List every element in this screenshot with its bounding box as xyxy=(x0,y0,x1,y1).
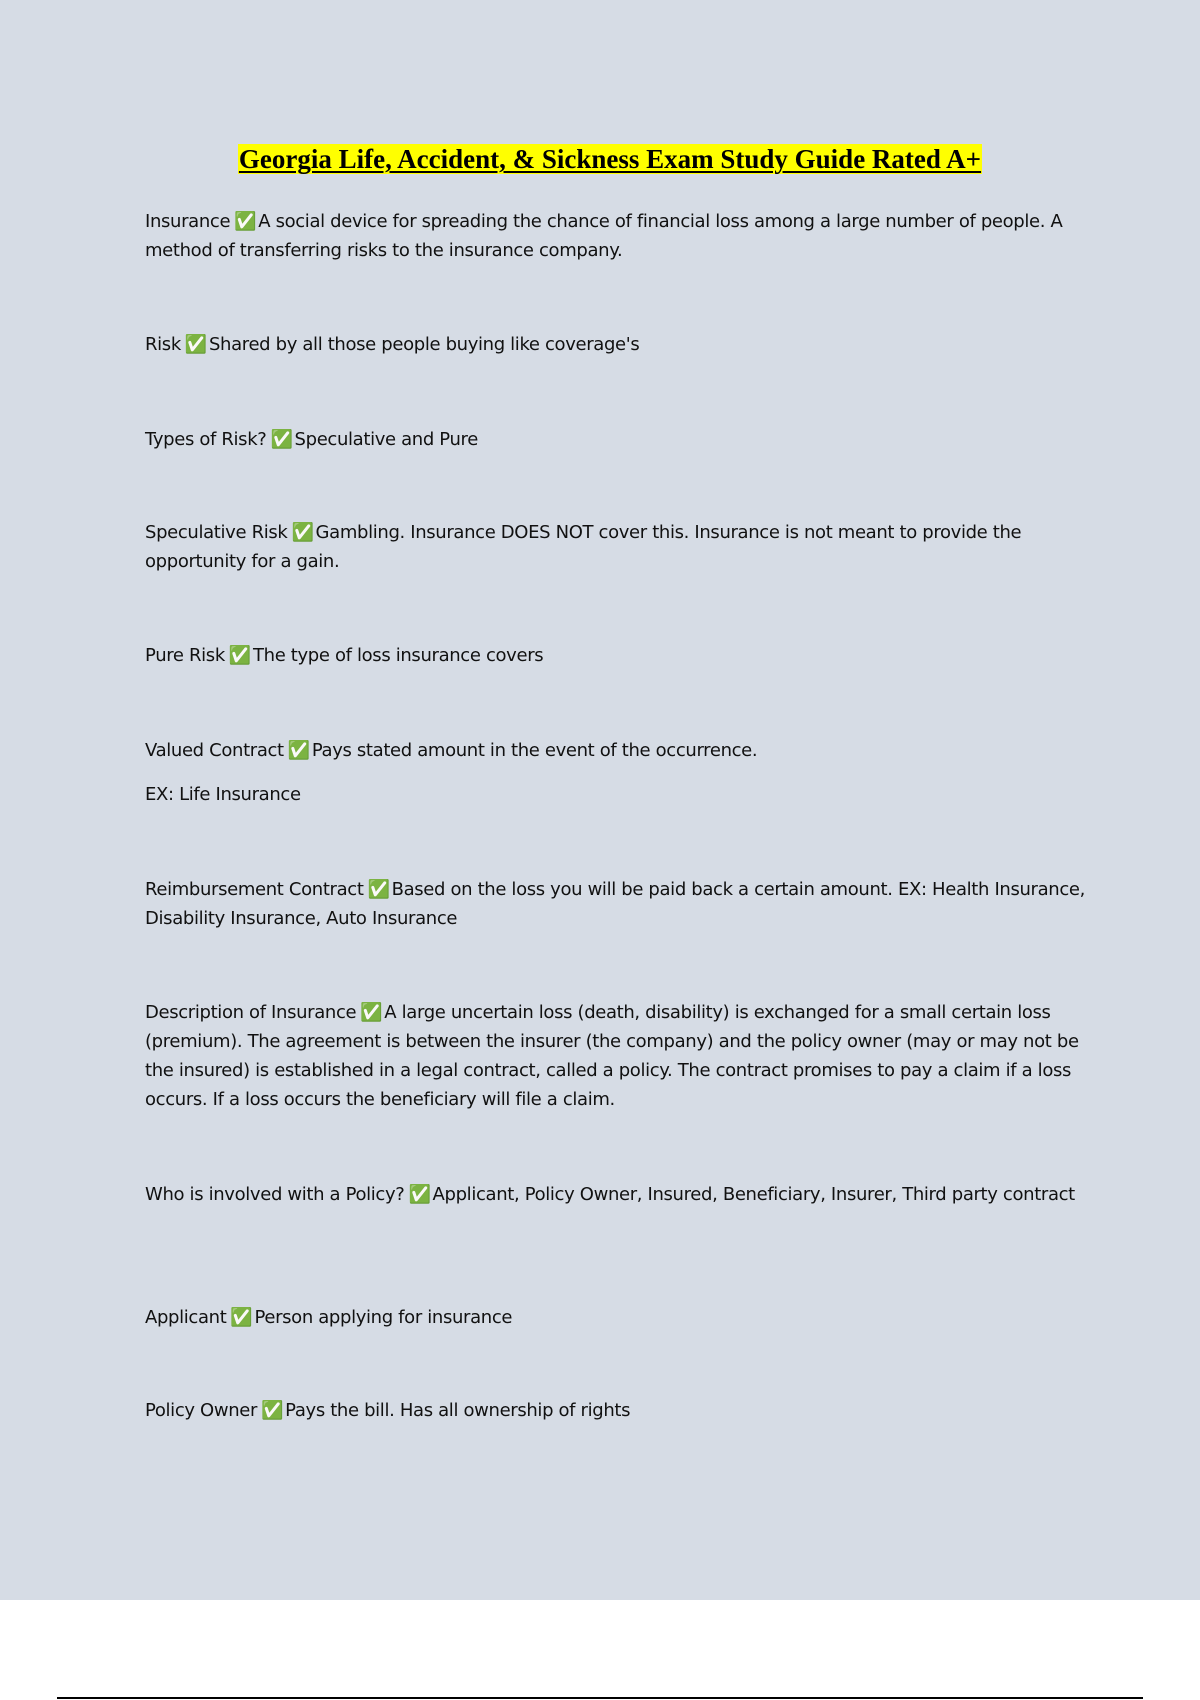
entry-term: Speculative Risk xyxy=(145,522,288,543)
entry-term: Pure Risk xyxy=(145,645,225,666)
entry-reimbursement-contract xyxy=(145,875,1090,933)
check-mark-icon: ✅ xyxy=(230,1307,253,1328)
entry-policy-owner xyxy=(145,1396,1090,1425)
document-title: Georgia Life, Accident, & Sickness Exam Study Guide Rated A+ xyxy=(238,144,982,174)
entry-term: Policy Owner xyxy=(145,1400,258,1421)
check-mark-icon: ✅ xyxy=(408,1184,431,1205)
entry-term: Applicant xyxy=(145,1307,227,1328)
entry-types-of-risk xyxy=(145,425,1090,454)
entry-description-of-insurance xyxy=(145,998,1090,1114)
entry-definition: Speculative and Pure xyxy=(294,429,478,450)
entry-definition: Applicant, Policy Owner, Insured, Beneficiary, Insurer, Third party contract xyxy=(432,1184,1075,1205)
check-mark-icon: ✅ xyxy=(360,1002,383,1023)
entry-definition: Pays the bill. Has all ownership of rights xyxy=(285,1400,631,1421)
check-mark-icon: ✅ xyxy=(291,522,314,543)
entry-applicant xyxy=(145,1303,1090,1332)
entry-definition: The type of loss insurance covers xyxy=(252,645,544,666)
entry-definition: A large uncertain loss (death, disability) is exchanged for a small certain loss (premium). The agreement is between the insurer (the company) and the policy owner (may or may not be the insured) is established in a legal contract, called a policy. The contract promises to pay a claim if a loss occurs. If a loss occurs the beneficiary will file a claim. xyxy=(145,1002,1079,1110)
check-mark-icon: ✅ xyxy=(234,211,257,232)
entry-risk xyxy=(145,330,1090,359)
check-mark-icon: ✅ xyxy=(228,645,251,666)
entry-definition: A social device for spreading the chance of financial loss among a large number of people. A method of transferring risks to the insurance company. xyxy=(145,211,1063,261)
entry-term: Valued Contract xyxy=(145,740,284,761)
entry-who-is-involved xyxy=(145,1180,1090,1209)
entry-example: EX: Life Insurance xyxy=(145,784,301,805)
entry-definition: Person applying for insurance xyxy=(254,1307,513,1328)
entry-insurance xyxy=(145,207,1090,265)
entry-term: Insurance xyxy=(145,211,231,232)
check-mark-icon: ✅ xyxy=(367,879,390,900)
entry-term: Description of Insurance xyxy=(145,1002,357,1023)
check-mark-icon: ✅ xyxy=(287,740,310,761)
entry-definition: Based on the loss you will be paid back a certain amount. EX: Health Insurance, Disability Insurance, Auto Insurance xyxy=(145,879,1085,929)
entry-term: Types of Risk? xyxy=(145,429,267,450)
entry-term: Who is involved with a Policy? xyxy=(145,1184,405,1205)
check-mark-icon: ✅ xyxy=(270,429,293,450)
entry-definition: Pays stated amount in the event of the occurrence. xyxy=(311,740,758,761)
document-title-container xyxy=(0,142,1200,176)
page-divider xyxy=(57,1697,1143,1699)
entry-term: Reimbursement Contract xyxy=(145,879,364,900)
entry-definition: Shared by all those people buying like coverage's xyxy=(208,334,640,355)
entry-term: Risk xyxy=(145,334,181,355)
check-mark-icon: ✅ xyxy=(261,1400,284,1421)
entry-speculative-risk xyxy=(145,518,1090,576)
check-mark-icon: ✅ xyxy=(184,334,207,355)
entry-pure-risk xyxy=(145,641,1090,670)
entry-valued-contract xyxy=(145,736,1090,809)
entry-definition: Gambling. Insurance DOES NOT cover this. Insurance is not meant to provide the opportunity for a gain. xyxy=(145,522,1022,572)
